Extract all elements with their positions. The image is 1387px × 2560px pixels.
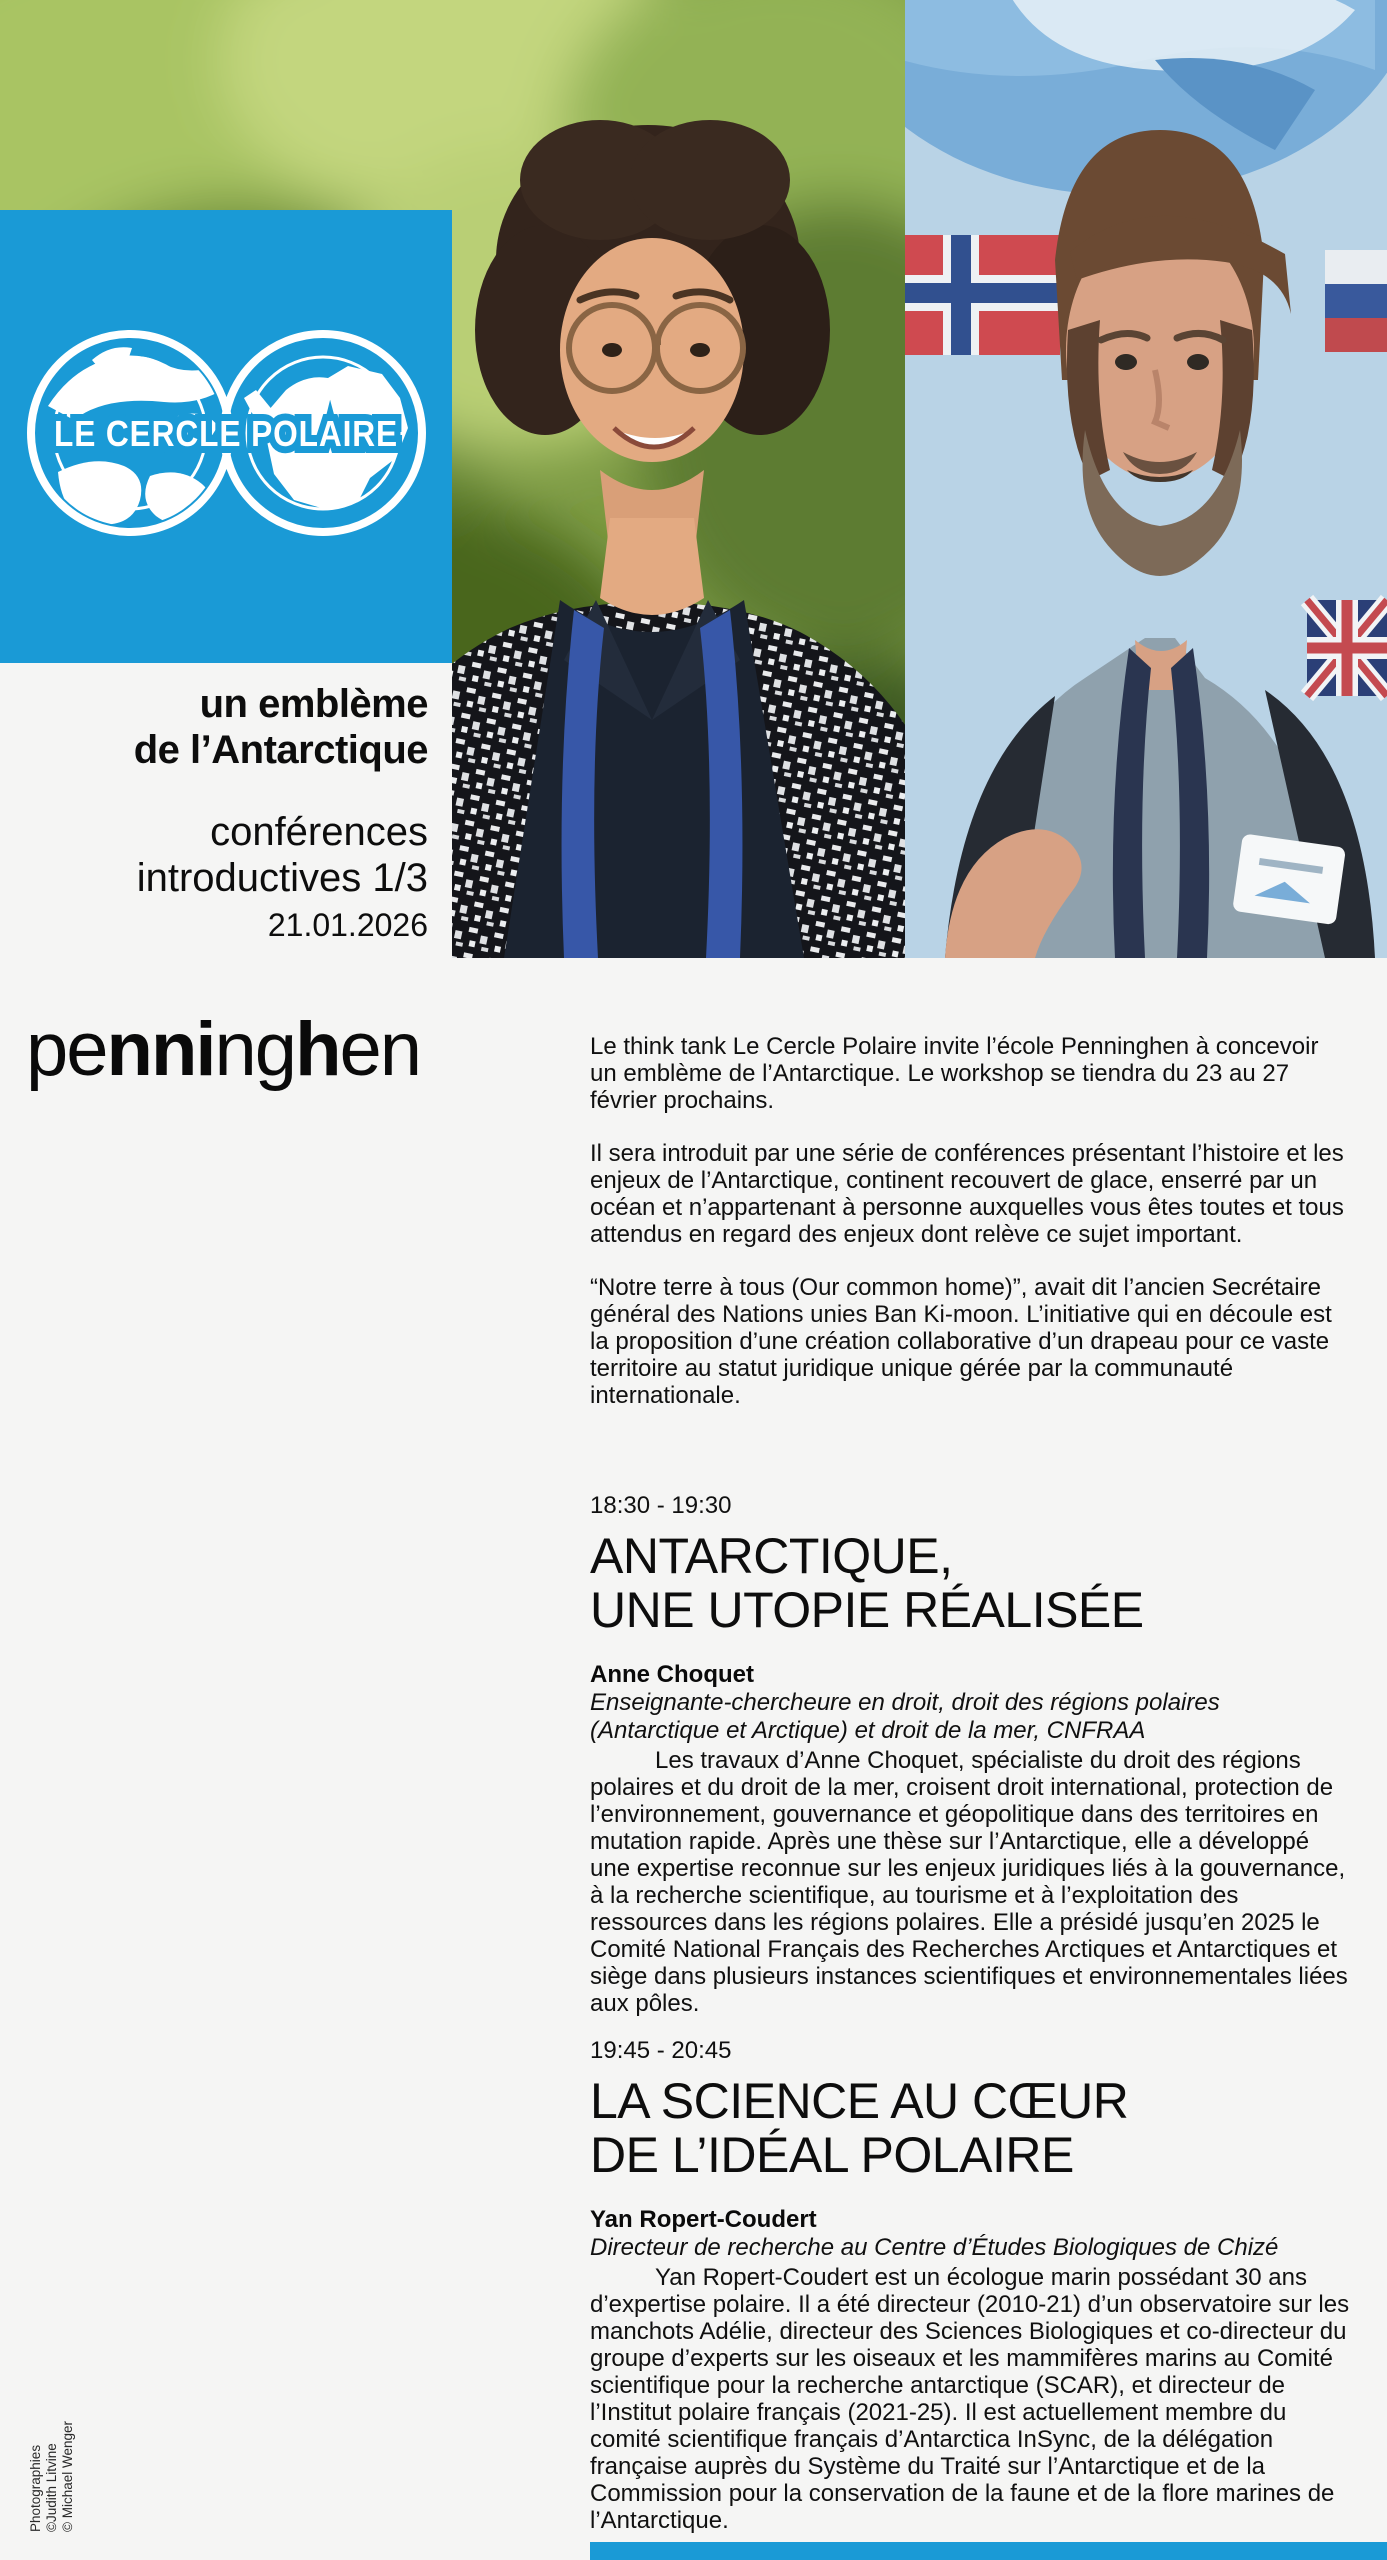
- session-2-bio: Yan Ropert-Coudert est un écologue marin possédant 30 ans d’expertise polaire. Il a été directeur (2010-21) d’un observatoire sur les manchots Adélie, directeur des Sciences Biologiques et co-directeur du groupe d’experts sur les oiseaux et les mammifères marins au Comité scientifique pour la recherche antarctique (SCAR), et directeur de l’Institut polaire français (2021-25). Il est actuellement membre du comité scientifique français d’Antarctica InSync, de la délégation française auprès du Système du Traité sur l’Antarctique et de la Commission pour la conservation de la faune et de la flore marines de l’Antarctique.: [590, 2264, 1350, 2534]
- session-1-speaker: Anne Choquet: [590, 1661, 754, 1688]
- session-2: [590, 2037, 1350, 2534]
- session-1-bio: Les travaux d’Anne Choquet, spécialiste du droit des régions polaires et du droit de la mer, croisent droit international, protection de l’environnement, gouvernance et géopolitique dans des territoires en mutation rapide. Après une thèse sur l’Antarctique, elle a développé une expertise reconnue sur les enjeux juridiques liés à la gouvernance, à la recherche scientifique, au tourisme et à l’exploitation des ressources dans les régions polaires. Elle a présidé jusqu’en 2025 le Comité National Français des Recherches Arctiques et Antarctiques et siège dans plusieurs instances scientifiques et environnementales liées aux pôles.: [590, 1747, 1348, 2017]
- masthead: [0, 663, 452, 958]
- session-2-title-line2: DE L’IDÉAL POLAIRE: [590, 2127, 1074, 2183]
- penninghen-seg2: nni: [106, 1007, 215, 1092]
- poster-title: [0, 681, 428, 773]
- event-date: 21.01.2026: [267, 907, 428, 943]
- russia-flag: [1325, 250, 1387, 352]
- session-2-title: [590, 2074, 1350, 2182]
- footer-accent-bar: [590, 2542, 1387, 2560]
- photo-credits-line2: ©Judith Litvine: [44, 2443, 59, 2532]
- penninghen-seg4: h: [295, 1007, 340, 1092]
- session-1-title: [590, 1529, 1350, 1637]
- poster-subtitle-line2: introductives 1/3: [136, 856, 428, 900]
- session-1-time: 18:30 - 19:30: [590, 1492, 732, 1519]
- poster-subtitle-line1: conférences: [210, 810, 428, 854]
- session-2-speaker: Yan Ropert-Coudert: [590, 2206, 817, 2233]
- session-1-title-line1: ANTARCTIQUE,: [590, 1528, 953, 1584]
- intro-paragraph-1: Le think tank Le Cercle Polaire invite l’école Penninghen à concevoir un emblème de l’Antarctique. Le workshop se tiendra du 23 au 27 février prochains.: [590, 1033, 1319, 1114]
- photo-credits-line3: © Michael Wenger: [60, 2421, 75, 2532]
- cercle-polaire-logo: [0, 210, 452, 663]
- penninghen-seg5: en: [339, 1007, 421, 1092]
- session-2-time: 19:45 - 20:45: [590, 2037, 732, 2064]
- poster-title-line2: de l’Antarctique: [133, 728, 428, 772]
- poster-title-line1: un emblème: [199, 682, 428, 726]
- cercle-polaire-logo-box: [0, 210, 452, 663]
- photo-yan-ropert-coudert-illustration: [905, 0, 1387, 958]
- session-1-title-line2: UNE UTOPIE RÉALISÉE: [590, 1582, 1144, 1638]
- penninghen-logo: [26, 1007, 421, 1092]
- intro-paragraph-2: Il sera introduit par une série de conférences présentant l’histoire et les enjeux de l’Antarctique, continent recouvert de glace, enserré par un océan et n’appartenant à personne auxquelles vous êtes toutes et tous attendus en regard des enjeux dont relève ce sujet important.: [590, 1140, 1344, 1248]
- norway-flag: [905, 235, 1060, 355]
- photo-credits: [28, 2418, 78, 2532]
- poster-subtitle: [0, 809, 428, 901]
- photo-credits-line1: Photographies: [28, 2444, 43, 2532]
- session-1-role: Enseignante-chercheure en droit, droit des régions polaires (Antarctique et Arctique) et droit de la mer, CNFRAA: [590, 1689, 1220, 1744]
- intro-column: [590, 1033, 1345, 1435]
- session-2-title-line1: LA SCIENCE AU CŒUR: [590, 2073, 1129, 2129]
- session-1: [590, 1492, 1350, 2017]
- photo-yan-ropert-coudert: [905, 0, 1387, 958]
- cercle-polaire-wordmark: LE CERCLE POLAIRE: [54, 413, 398, 454]
- uk-flag: [1307, 600, 1387, 696]
- penninghen-seg3: ng: [214, 1007, 296, 1092]
- session-2-role: Directeur de recherche au Centre d’Études Biologiques de Chizé: [590, 2234, 1279, 2261]
- penninghen-seg1: pe: [26, 1007, 107, 1092]
- intro-paragraph-3: “Notre terre à tous (Our common home)”, avait dit l’ancien Secrétaire général des Nations unies Ban Ki-moon. L’initiative qui en découle est la proposition d’une création collaborative d’un drapeau pour ce vaste territoire au statut juridique unique gérée par la communauté internationale.: [590, 1274, 1332, 1409]
